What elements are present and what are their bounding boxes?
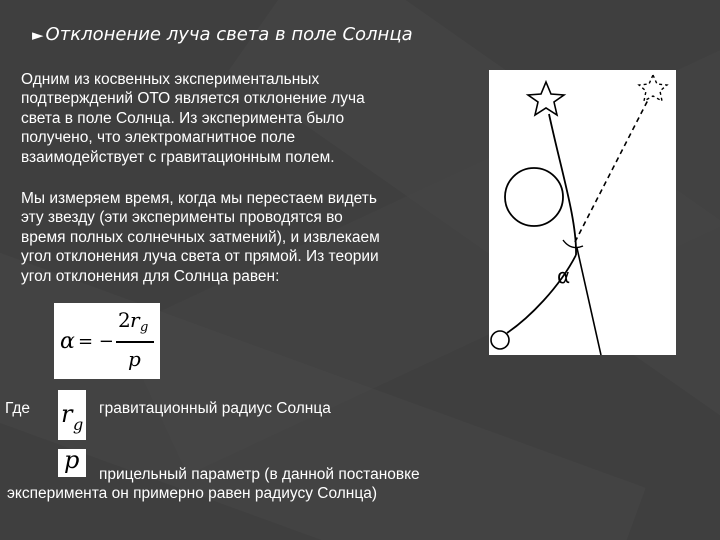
p-description-line-1: прицельный параметр (в данной постановке xyxy=(99,466,420,483)
rg-subscript: g xyxy=(73,415,84,434)
observer-icon xyxy=(491,331,509,349)
formula-denominator: p xyxy=(128,347,141,371)
formula-numerator-sub: g xyxy=(140,320,149,335)
deflection-angle-arc xyxy=(563,240,583,248)
bullet-arrow-icon: ► xyxy=(32,26,44,44)
where-label: Где xyxy=(5,400,31,417)
formula-alpha: α xyxy=(60,329,75,354)
slide-title xyxy=(32,24,413,45)
light-deflection-diagram xyxy=(489,70,676,355)
rg-symbol-box xyxy=(58,390,86,440)
rg-description: гравитационный радиус Солнца xyxy=(99,400,331,417)
intro-paragraph: Одним из косвенных экспериментальных подтверждений ОТО является отклонение луча света в поле Солнца. Из эксперимента было получено, что электромагнитное поле взаимодействует с гравитационным полем. xyxy=(21,71,365,166)
p-description-line-2: эксперимента он примерно равен радиусу Солнца) xyxy=(7,485,377,502)
apparent-line-of-sight xyxy=(575,98,649,242)
slide-title-text: Отклонение луча света в поле Солнца xyxy=(45,24,413,45)
star-apparent-icon xyxy=(639,75,667,101)
rg-symbol: r xyxy=(61,400,73,428)
straight-ray xyxy=(577,248,601,355)
sun-icon xyxy=(505,168,563,226)
p-symbol-box xyxy=(58,446,86,477)
method-paragraph: Мы измеряем время, когда мы перестаем видеть эту звезду (эти эксперименты проводятся во время полных солнечных затмений), и извлекаем угол отклонения луча света от прямой. Из теории угол отклонения для Солнца равен: xyxy=(21,190,380,285)
formula-fraction-bar xyxy=(116,341,154,343)
angle-label: α xyxy=(557,264,571,288)
formula-equals: = − xyxy=(78,331,114,352)
p-symbol: p xyxy=(64,446,80,474)
formula-numerator-var: r xyxy=(130,308,140,332)
star-actual-icon xyxy=(528,82,564,115)
formula-numerator-coef: 2 xyxy=(118,308,131,332)
deflection-formula xyxy=(54,303,160,379)
